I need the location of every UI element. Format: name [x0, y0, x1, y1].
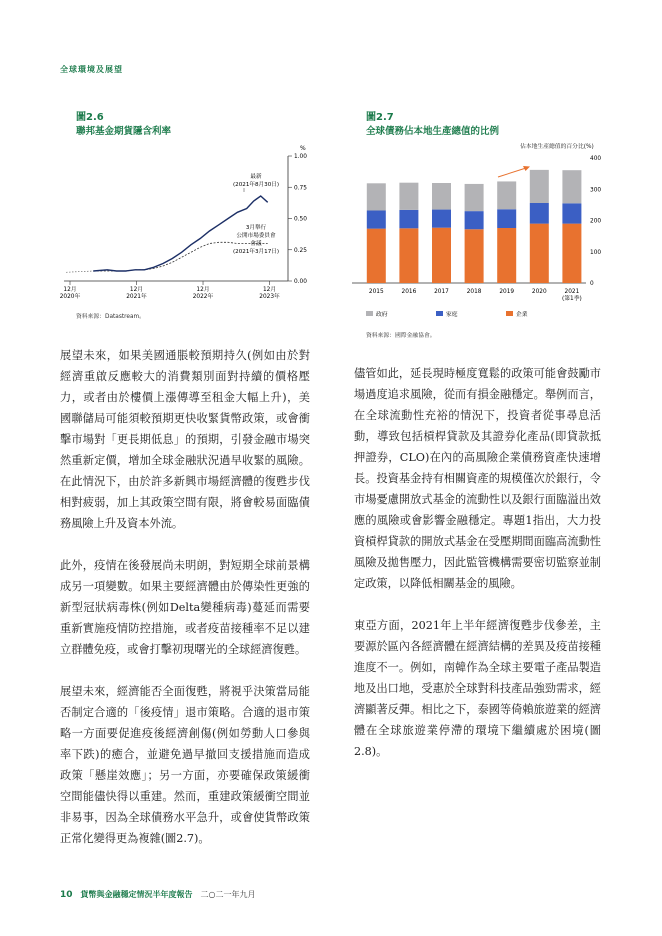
fig26-chart	[56, 140, 324, 305]
fig27-bar-segment	[465, 184, 484, 211]
fig26-series-march	[93, 242, 267, 271]
fig26-annotation-fomc	[233, 223, 279, 255]
fig27-bar-segment	[367, 183, 386, 210]
fig26-annot-fomc-2: 公開市場委員會	[236, 233, 276, 239]
fig27-legend	[366, 310, 528, 318]
fig27-xtick-label: 2020	[531, 289, 547, 295]
fig27-number: 圖2.7	[366, 112, 394, 123]
fig26-annotation-latest	[233, 172, 279, 192]
fig26-number: 圖2.6	[76, 112, 104, 123]
fig26-xtick-label: 2023年	[259, 294, 280, 300]
fig27-bar-segment	[399, 183, 418, 210]
fig27-heading	[366, 108, 499, 137]
fig27-bar-segment	[497, 228, 516, 283]
fig26-source: 資料來源：Datastream。	[76, 314, 145, 320]
fig26-xtick-label: 2020年	[59, 294, 81, 300]
fig27-bar-segment	[530, 224, 549, 283]
fig27-legend-swatch	[506, 311, 513, 316]
fig27-bar-segment	[432, 228, 451, 283]
fig26-xtick-label: 2021年	[126, 294, 147, 300]
fig27-bar-segment	[562, 170, 581, 203]
fig26-xtick-label: 12月	[63, 287, 77, 293]
fig27-title: 全球債務佔本地生產總值的比例	[366, 126, 500, 137]
fig27-trend-arrow	[498, 166, 530, 177]
fig27-xticks	[369, 289, 582, 302]
section-header: 全球環境及展望	[60, 65, 123, 74]
fig26-xtick-label: 2022年	[192, 294, 214, 300]
fig27-bar-segment	[367, 229, 386, 283]
fig26-ytick-label: 0.50	[294, 216, 307, 223]
fig27-ytick-label: 200	[590, 218, 602, 225]
fig26-title: 聯邦基金期貨隱含利率	[76, 126, 172, 137]
paragraph: 展望未來，如果美國通脹較預期持久(例如由於對經濟重啟反應較大的消費類別面對持續的價格壓力，或者由於樓價上漲傳導至租金大幅上升)，美國聯儲局可能須較預期更快收緊貨幣政策，或會衝擊市場對「更長期低息」的預期，引發金融市場突然重新定價，增加全球金融狀況過早收緊的風險。在此情況下，由於許多新興市場經濟體的復甦步伐相對疲弱，加上其政策空間有限，將會較易面臨債務風險上升及資本外流。	[60, 349, 310, 530]
fig26-xtick-label: 12月	[129, 287, 144, 293]
fig27-bar-segment	[562, 224, 581, 283]
fig27-bar-segment	[367, 211, 386, 229]
left-column	[60, 345, 310, 849]
footer	[60, 889, 256, 900]
fig27-bar-segment	[399, 228, 418, 283]
fig26-annot-fomc-4: (2021年3月17日)	[232, 249, 280, 255]
fig26-ytick-label: 1.00	[294, 154, 307, 160]
fig27-bar-segment	[497, 209, 516, 228]
fig27-ytick-label: 0	[590, 281, 594, 287]
fig27-bars	[367, 170, 582, 283]
fig26-yticks	[288, 154, 307, 285]
fig27-chart	[350, 148, 608, 320]
fig26-ytick-label: 0.75	[294, 185, 307, 192]
fig27-bar-segment	[530, 170, 549, 203]
fig26-heading	[76, 108, 171, 137]
fig27-bar-segment	[465, 229, 484, 283]
fig26-xtick-label: 12月	[196, 287, 210, 293]
paragraph: 此外，疫情在後發展尚未明朗，對短期全球前景構成另一項變數。如果主要經濟體由於傳染性更強的新型冠狀病毒株(例如Delta變種病毒)蔓延而需要重新實施疫情防控措施，或者疫苗接種率不足以建立群體免疫，或會打擊初現曙光的全球經濟復甦。	[60, 559, 310, 656]
fig27-ytick-label: 400	[590, 156, 602, 162]
fig26-annot-latest-2: (2021年8月30日)	[232, 182, 280, 188]
fig27-legend-label: 企業	[516, 312, 528, 318]
fig27-yticks	[590, 156, 601, 287]
fig26-xticks	[60, 271, 280, 300]
fig27-legend-label: 家庭	[446, 312, 458, 318]
fig27-bar-segment	[399, 210, 418, 228]
fig27-bar-segment	[465, 211, 484, 229]
fig27-legend-label: 政府	[376, 312, 388, 318]
fig26-annot-latest-1: 最新	[250, 174, 262, 180]
fig26-ytick-label: 0.00	[294, 279, 307, 285]
paragraph: 東亞方面，2021年上半年經濟復甦步伐參差，主要源於區內各經濟體在經濟結構的差異及疫苗接種進度不一。例如，南韓作為全球主要電子產品製造地及出口地，受惠於全球對科技產品強勁需求，經濟顯著反彈。相比之下，泰國等倚賴旅遊業的經濟體在全球旅遊業停滯的環境下繼續處於困境(圖2.8)。	[354, 619, 601, 758]
fig27-bar-segment	[432, 210, 451, 228]
fig27-bar-segment	[562, 203, 581, 223]
fig27-source: 資料來源：國際金融協會。	[366, 333, 436, 339]
fig26-unit: %	[300, 145, 306, 152]
publication-date: 二○二一年九月	[200, 890, 256, 899]
paragraph: 展望未來，經濟能否全面復甦，將視乎決策當局能否制定合適的「後疫情」退市策略。合適的退市策略一方面要促進疫後經濟創傷(例如勞動人口參與率下跌)的癒合，並避免過早撤回支援措施而造成政策「懸崖效應」；另一方面，亦要確保政策緩衝空間能儘快得以重建。然而，重建政策緩衝空間並非易事，因為全球債務水平急升，或會使貨幣政策正常化變得更為複雜(圖2.7)。	[60, 685, 310, 845]
fig27-xtick-label: 2015	[368, 289, 384, 295]
fig26-xtick-label: 12月	[262, 287, 277, 293]
fig27-legend-swatch	[436, 311, 443, 316]
fig27-bar-segment	[497, 181, 516, 209]
right-column	[354, 363, 601, 762]
fig26-annot-fomc-3: 會議	[250, 241, 262, 247]
fig27-legend-swatch	[366, 311, 373, 316]
fig27-xtick-label: 2019	[499, 289, 515, 295]
fig27-xtick-label: 2021	[564, 289, 580, 295]
paragraph: 儘管如此，延長現時極度寬鬆的政策可能會鼓勵市場過度追求風險，從而有損金融穩定。舉例而言，在全球流動性充裕的情況下，投資者從事尋息活動，導致包括槓桿貸款及其證券化產品(即貸款抵押證券，CLO)在內的高風險企業債務資產快速增長。投資基金持有相關資產的規模僅次於銀行，令市場憂慮開放式基金的流動性以及銀行面臨溢出效應的風險或會影響金融穩定。專題1指出，大力投資槓桿貸款的開放式基金在受壓期間面臨高流動性風險及拋售壓力，因此監管機構需要密切監察並制定政策，以降低相關基金的風險。	[354, 367, 601, 590]
fig27-xtick-label: 2018	[466, 289, 482, 295]
fig26-ytick-label: 0.25	[294, 247, 307, 254]
fig27-xtick-label: 2016	[401, 289, 417, 295]
fig27-ytick-label: 300	[590, 187, 602, 194]
fig27-bar-segment	[432, 183, 451, 210]
fig27-ytick-label: 100	[590, 249, 602, 256]
page-number: 10	[60, 890, 73, 900]
publication-title: 貨幣與金融穩定情況半年度報告	[80, 890, 193, 899]
fig27-xtick-label: 2017	[434, 289, 449, 295]
fig27-xtick-label: (第1季)	[561, 296, 582, 302]
fig26-baseline-dotted	[66, 271, 93, 272]
fig27-axis-title: 佔本地生產總值的百分比(%)	[520, 144, 594, 150]
fig26-annot-fomc-1: 3月舉行	[245, 225, 267, 231]
fig27-bar-segment	[530, 203, 549, 224]
